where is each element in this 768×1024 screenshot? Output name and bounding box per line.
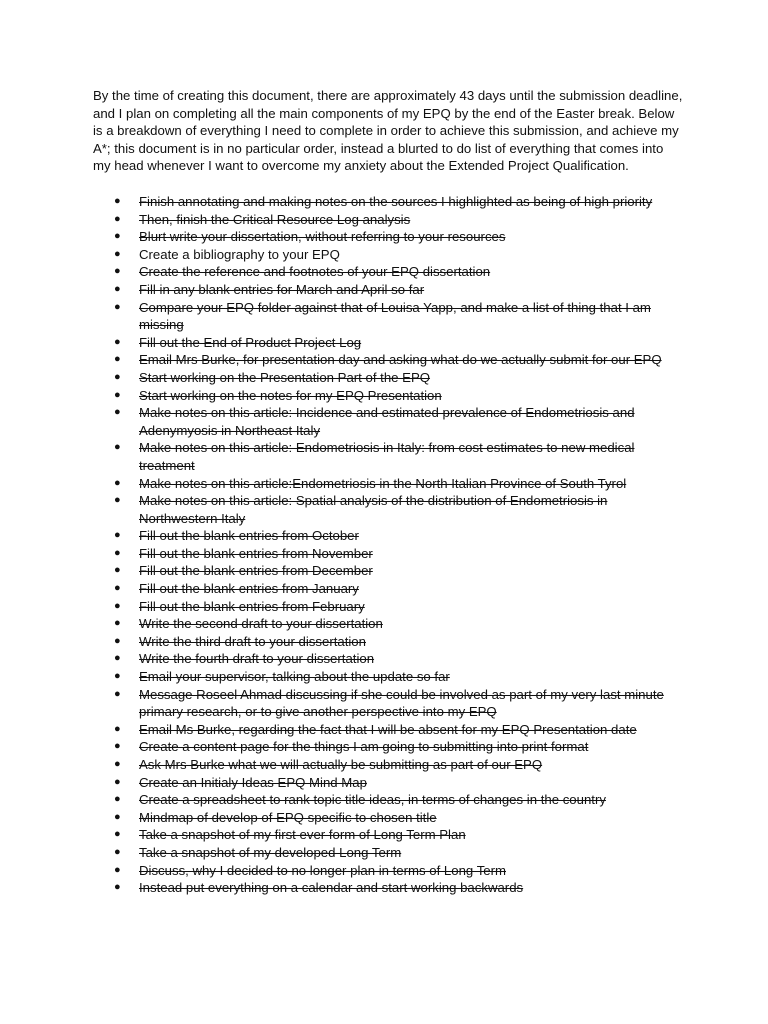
list-item — [93, 809, 683, 827]
list-item — [93, 246, 683, 264]
list-item-text-struck: Fill out the blank entries from January — [139, 581, 359, 597]
list-item — [93, 299, 683, 334]
list-item — [93, 738, 683, 756]
list-item — [93, 774, 683, 792]
list-item — [93, 721, 683, 739]
list-item-text-struck: Write the fourth draft to your dissertation — [139, 651, 375, 667]
list-item-text-struck: Take a snapshot of my developed Long Term — [139, 844, 402, 860]
bullet-icon: ● — [114, 529, 121, 542]
bullet-icon: ● — [114, 546, 121, 559]
bullet-icon: ● — [114, 758, 121, 770]
bullet-icon: ● — [114, 300, 121, 313]
list-item-text-struck: Mindmap of develop of EPQ specific to chosen title — [139, 809, 437, 825]
list-item — [93, 492, 683, 527]
list-item — [93, 826, 683, 844]
bullet-icon: ● — [114, 370, 121, 383]
bullet-icon: ● — [114, 353, 121, 366]
bullet-icon: ● — [114, 247, 121, 260]
list-item-text-struck: Take a snapshot of my first ever form of Long Term Plan — [139, 827, 466, 843]
list-item — [93, 527, 683, 545]
list-item — [93, 633, 683, 651]
bullet-icon: ● — [114, 265, 121, 278]
list-item-text-struck: Fill out the blank entries from October — [139, 528, 359, 544]
list-item-text-struck: Make notes on this article: Incidence and estimated prevalence of Endometriosis and Adenymyosis in Northeast Italy — [139, 405, 635, 438]
list-item — [93, 650, 683, 668]
list-item-text-struck: Email Mrs Burke, for presentation day and asking what do we actually submit for our EPQ — [139, 352, 662, 368]
list-item — [93, 475, 683, 493]
list-item — [93, 791, 683, 809]
list-item — [93, 598, 683, 616]
bullet-icon: ● — [114, 617, 121, 630]
list-item-text-struck: Fill out the blank entries from February — [139, 598, 365, 614]
list-item — [93, 334, 683, 352]
list-item — [93, 404, 683, 439]
list-item — [93, 439, 683, 474]
list-item-text-struck: Message Roseel Ahmad discussing if she could be involved as part of my very last minute primary research, or to give another perspective into my EPQ — [139, 686, 664, 720]
list-item-text-struck: Compare your EPQ folder against that of Louisa Yapp, and make a list of thing that I am missing — [139, 299, 651, 333]
list-item-text-struck: Fill out the End of Product Project Log — [139, 334, 362, 350]
list-item — [93, 281, 683, 299]
list-item-text-struck: Ask Mrs Burke what we will actually be submitting as part of our EPQ — [139, 757, 543, 772]
list-item-text-struck: Email Ms Burke, regarding the fact that I will be absent for my EPQ Presentation date — [139, 721, 637, 737]
list-item — [93, 387, 683, 405]
bullet-icon: ● — [114, 195, 121, 207]
list-item — [93, 756, 683, 774]
bullet-icon: ● — [114, 722, 121, 735]
intro-paragraph: By the time of creating this document, there are approximately 43 days until the submission deadline, and I plan on completing all the main components of my EPQ by the end of the Easter break. Below is a breakdown of everything I need to complete in order to achieve this submission, and achieve my A*; this document is in no particular order, instead a blurted to do list of everything that comes into my head whenever I want to overcome my anxiety about the Extended Project Qualification. — [93, 88, 683, 174]
list-item-text-struck: Instead put everything on a calendar and start working backwards — [139, 880, 524, 896]
bullet-icon: ● — [114, 564, 121, 577]
list-item-text-struck: Then, finish the Critical Resource Log analysis — [139, 211, 411, 227]
bullet-icon: ● — [114, 740, 121, 753]
list-item — [93, 545, 683, 563]
bullet-icon: ● — [114, 282, 121, 295]
list-item — [93, 668, 683, 686]
list-item — [93, 263, 683, 281]
bullet-icon: ● — [114, 687, 121, 700]
list-item — [93, 844, 683, 862]
bullet-icon: ● — [114, 599, 121, 612]
bullet-icon: ● — [114, 810, 121, 823]
list-item — [93, 228, 683, 246]
list-item-text-struck: Create an Initialy Ideas EPQ Mind Map — [139, 774, 367, 790]
list-item-text-struck: Start working on the notes for my EPQ Presentation — [139, 387, 442, 403]
bullet-icon: ● — [114, 881, 121, 894]
bullet-icon: ● — [114, 845, 121, 858]
list-item-text-struck: Make notes on this article:Endometriosis in the North Italian Province of South Tyrol — [139, 475, 627, 491]
bullet-icon: ● — [114, 476, 121, 489]
bullet-icon: ● — [114, 230, 121, 243]
list-item-text-struck: Create a content page for the things I am going to submitting into print format — [139, 739, 589, 755]
list-item-text-struck: Finish annotating and making notes on the sources I highlighted as being of high priority — [139, 194, 653, 209]
list-item-text-struck: Write the second draft to your dissertation — [139, 616, 383, 632]
list-item — [93, 193, 683, 211]
bullet-icon: ● — [114, 388, 121, 401]
bullet-icon: ● — [114, 652, 121, 665]
bullet-icon: ● — [114, 793, 121, 806]
list-item-text-struck: Start working on the Presentation Part of the EPQ — [139, 369, 431, 385]
list-item — [93, 862, 683, 880]
list-item-text-struck: Fill out the blank entries from November — [139, 545, 373, 561]
list-item-text-struck: Write the third draft to your dissertation — [139, 633, 366, 649]
list-item-text-struck: Fill out the blank entries from December — [139, 563, 373, 579]
list-item-text: Create a bibliography to your EPQ — [139, 246, 340, 262]
bullet-icon: ● — [114, 406, 121, 419]
bullet-icon: ● — [114, 212, 121, 225]
list-item-text-struck: Discuss, why I decided to no longer plan in terms of Long Term — [139, 862, 506, 878]
list-item — [93, 686, 683, 721]
list-item — [93, 369, 683, 387]
bullet-icon: ● — [114, 441, 121, 454]
list-item-text-struck: Email your supervisor, talking about the update so far — [139, 669, 450, 685]
list-item-text-struck: Make notes on this article: Spatial analysis of the distribution of Endometriosis in Northwestern Italy — [139, 493, 608, 526]
list-item — [93, 580, 683, 598]
bullet-icon: ● — [114, 582, 121, 595]
bullet-icon: ● — [114, 775, 121, 788]
list-item — [93, 211, 683, 229]
list-item-text-struck: Create a spreadsheet to rank topic title ideas, in terms of changes in the country — [139, 792, 606, 808]
bullet-icon: ● — [114, 863, 121, 876]
list-item — [93, 562, 683, 580]
list-item-text-struck: Blurt write your dissertation, without referring to your resources — [139, 229, 506, 245]
list-item-text-struck: Make notes on this article: Endometriosis in Italy: from cost estimates to new medical treatment — [139, 440, 635, 473]
bullet-icon: ● — [114, 828, 121, 841]
bullet-icon: ● — [114, 494, 121, 507]
todo-list — [93, 193, 683, 897]
bullet-icon: ● — [114, 670, 121, 683]
list-item — [93, 351, 683, 369]
list-item — [93, 615, 683, 633]
bullet-icon: ● — [114, 335, 121, 348]
list-item — [93, 879, 683, 897]
list-item-text-struck: Create the reference and footnotes of your EPQ dissertation — [139, 264, 491, 280]
list-item-text-struck: Fill in any blank entries for March and April so far — [139, 281, 425, 297]
bullet-icon: ● — [114, 634, 121, 647]
